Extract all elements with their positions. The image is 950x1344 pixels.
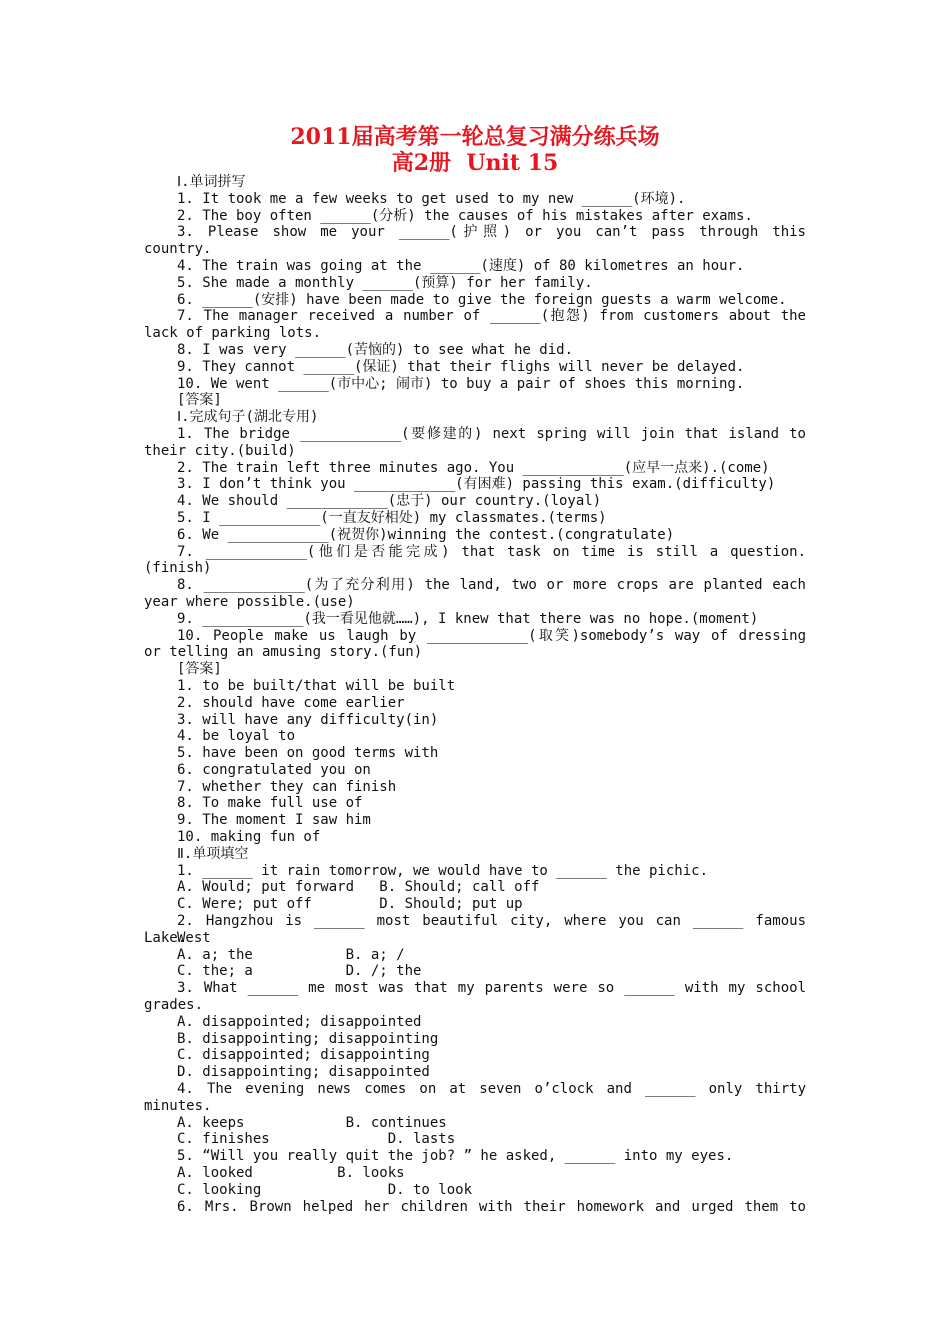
text-line: A. looked B. looks (177, 1165, 405, 1182)
text-line: 3. will have any difficulty(in) (177, 711, 439, 728)
text-line: 2. The boy often ______(分析) the causes of his mistakes after exams. (177, 207, 753, 224)
text-line: 3. What ______ me most was that my parents were so ______ with my school (177, 980, 806, 997)
text-line: Lake. (144, 929, 187, 946)
text-line: 4. The train was going at the ______(速度) of 80 kilometres an hour. (177, 257, 745, 274)
text-line: 6. Mrs. Brown helped her children with their homework and urged them to (177, 1198, 806, 1215)
text-line: 6. ______(安排) have been made to give the foreign guests a warm welcome. (177, 291, 787, 308)
text-line: C. the; a D. /; the (177, 963, 422, 980)
text-line: 3. I don’t think you ____________(有困难) passing this exam.(difficulty) (177, 476, 776, 493)
text-line: 4. We should ____________(忠于) our country.(loyal) (177, 493, 602, 510)
text-line: 6. We ____________(祝贺你)winning the contest.(congratulate) (177, 526, 675, 543)
text-line: 1. The bridge ____________(要修建的) next spring will join that island to (177, 425, 806, 442)
text-line: 9. The moment I saw him (177, 812, 371, 829)
text-line: A. keeps B. continues (177, 1114, 447, 1131)
text-line: Ⅰ.完成句子(湖北专用) (177, 409, 319, 426)
text-line: 9. ____________(我一看见他就……), I knew that there was no hope.(moment) (177, 610, 759, 627)
text-line: C. Were; put off D. Should; put up (177, 896, 523, 913)
text-line: 7. The manager received a number of ______(抱怨) from customers about the (177, 308, 806, 325)
text-line: 8. To make full use of (177, 795, 363, 812)
text-line: 5. have been on good terms with (177, 745, 439, 762)
text-line: grades. (144, 997, 204, 1014)
document-title: 2011届高考第一轮总复习满分练兵场 (290, 124, 660, 150)
text-line: 1. ______ it rain tomorrow, we would have to ______ the pichic. (177, 862, 709, 879)
text-line: 3. Please show me your ______(护照) or you can’t pass through this (177, 224, 806, 241)
text-line: D. disappointing; disappointed (177, 1064, 430, 1081)
text-line: 5. She made a monthly ______(预算) for her family. (177, 274, 593, 291)
text-line: A. a; the B. a; / (177, 946, 405, 963)
text-line: 4. be loyal to (177, 728, 296, 745)
text-line: A. disappointed; disappointed (177, 1013, 422, 1030)
text-line: 10. We went ______(市中心; 闹市) to buy a pair of shoes this morning. (177, 375, 745, 392)
text-line: C. looking D. to look (177, 1181, 473, 1198)
text-line: 5. I ____________(一直友好相处) my classmates.(terms) (177, 509, 607, 526)
text-line: C. finishes D. lasts (177, 1131, 456, 1148)
text-line: country. (144, 241, 212, 258)
text-line: 9. They cannot ______(保证) that their flighs will never be delayed. (177, 358, 745, 375)
text-line: 8. I was very ______(苦恼的) to see what he did. (177, 341, 574, 358)
text-line: minutes. (144, 1097, 212, 1114)
text-line: year where possible.(use) (144, 593, 355, 610)
text-line: 7. whether they can finish (177, 778, 397, 795)
document-body (144, 174, 806, 1215)
text-line: 10. People make us laugh by ____________(取笑)somebody’s way of dressing (177, 627, 806, 644)
text-line: Ⅰ.单词拼写 (177, 174, 246, 190)
text-line: [答案] (177, 392, 222, 409)
text-line: 4. The evening news comes on at seven o’clock and ______ only thirty (177, 1081, 806, 1098)
document-subtitle: 高2册 Unit 15 (391, 150, 559, 176)
text-line: or telling an amusing story.(fun) (144, 644, 423, 661)
text-line: 1. It took me a few weeks to get used to my new ______(环境). (177, 190, 686, 207)
text-line: 1. to be built/that will be built (177, 677, 456, 694)
text-line: 7. ____________(他们是否能完成) that task on time is still a question. (177, 543, 806, 560)
text-line: 2. The train left three minutes ago. You ____________(应早一点来).(come) (177, 459, 770, 476)
text-line: lack of parking lots. (144, 325, 322, 342)
text-line: [答案] (177, 661, 222, 678)
text-line: 2. Hangzhou is ______ most beautiful city, where you can ______ famous West (177, 913, 806, 946)
text-line: 2. should have come earlier (177, 694, 405, 711)
text-line: C. disappointed; disappointing (177, 1047, 430, 1064)
text-line: 6. congratulated you on (177, 761, 371, 778)
text-line: their city.(build) (144, 442, 296, 459)
text-line: B. disappointing; disappointing (177, 1030, 439, 1047)
text-line: 5. “Will you really quit the job? ” he asked, ______ into my eyes. (177, 1148, 734, 1165)
text-line: Ⅱ.单项填空 (177, 845, 249, 862)
text-line: 10. making fun of (177, 829, 321, 846)
text-line: 8. ____________(为了充分利用) the land, two or more crops are planted each (177, 577, 806, 594)
text-line: A. Would; put forward B. Should; call off (177, 879, 540, 896)
text-line: (finish) (144, 560, 212, 577)
